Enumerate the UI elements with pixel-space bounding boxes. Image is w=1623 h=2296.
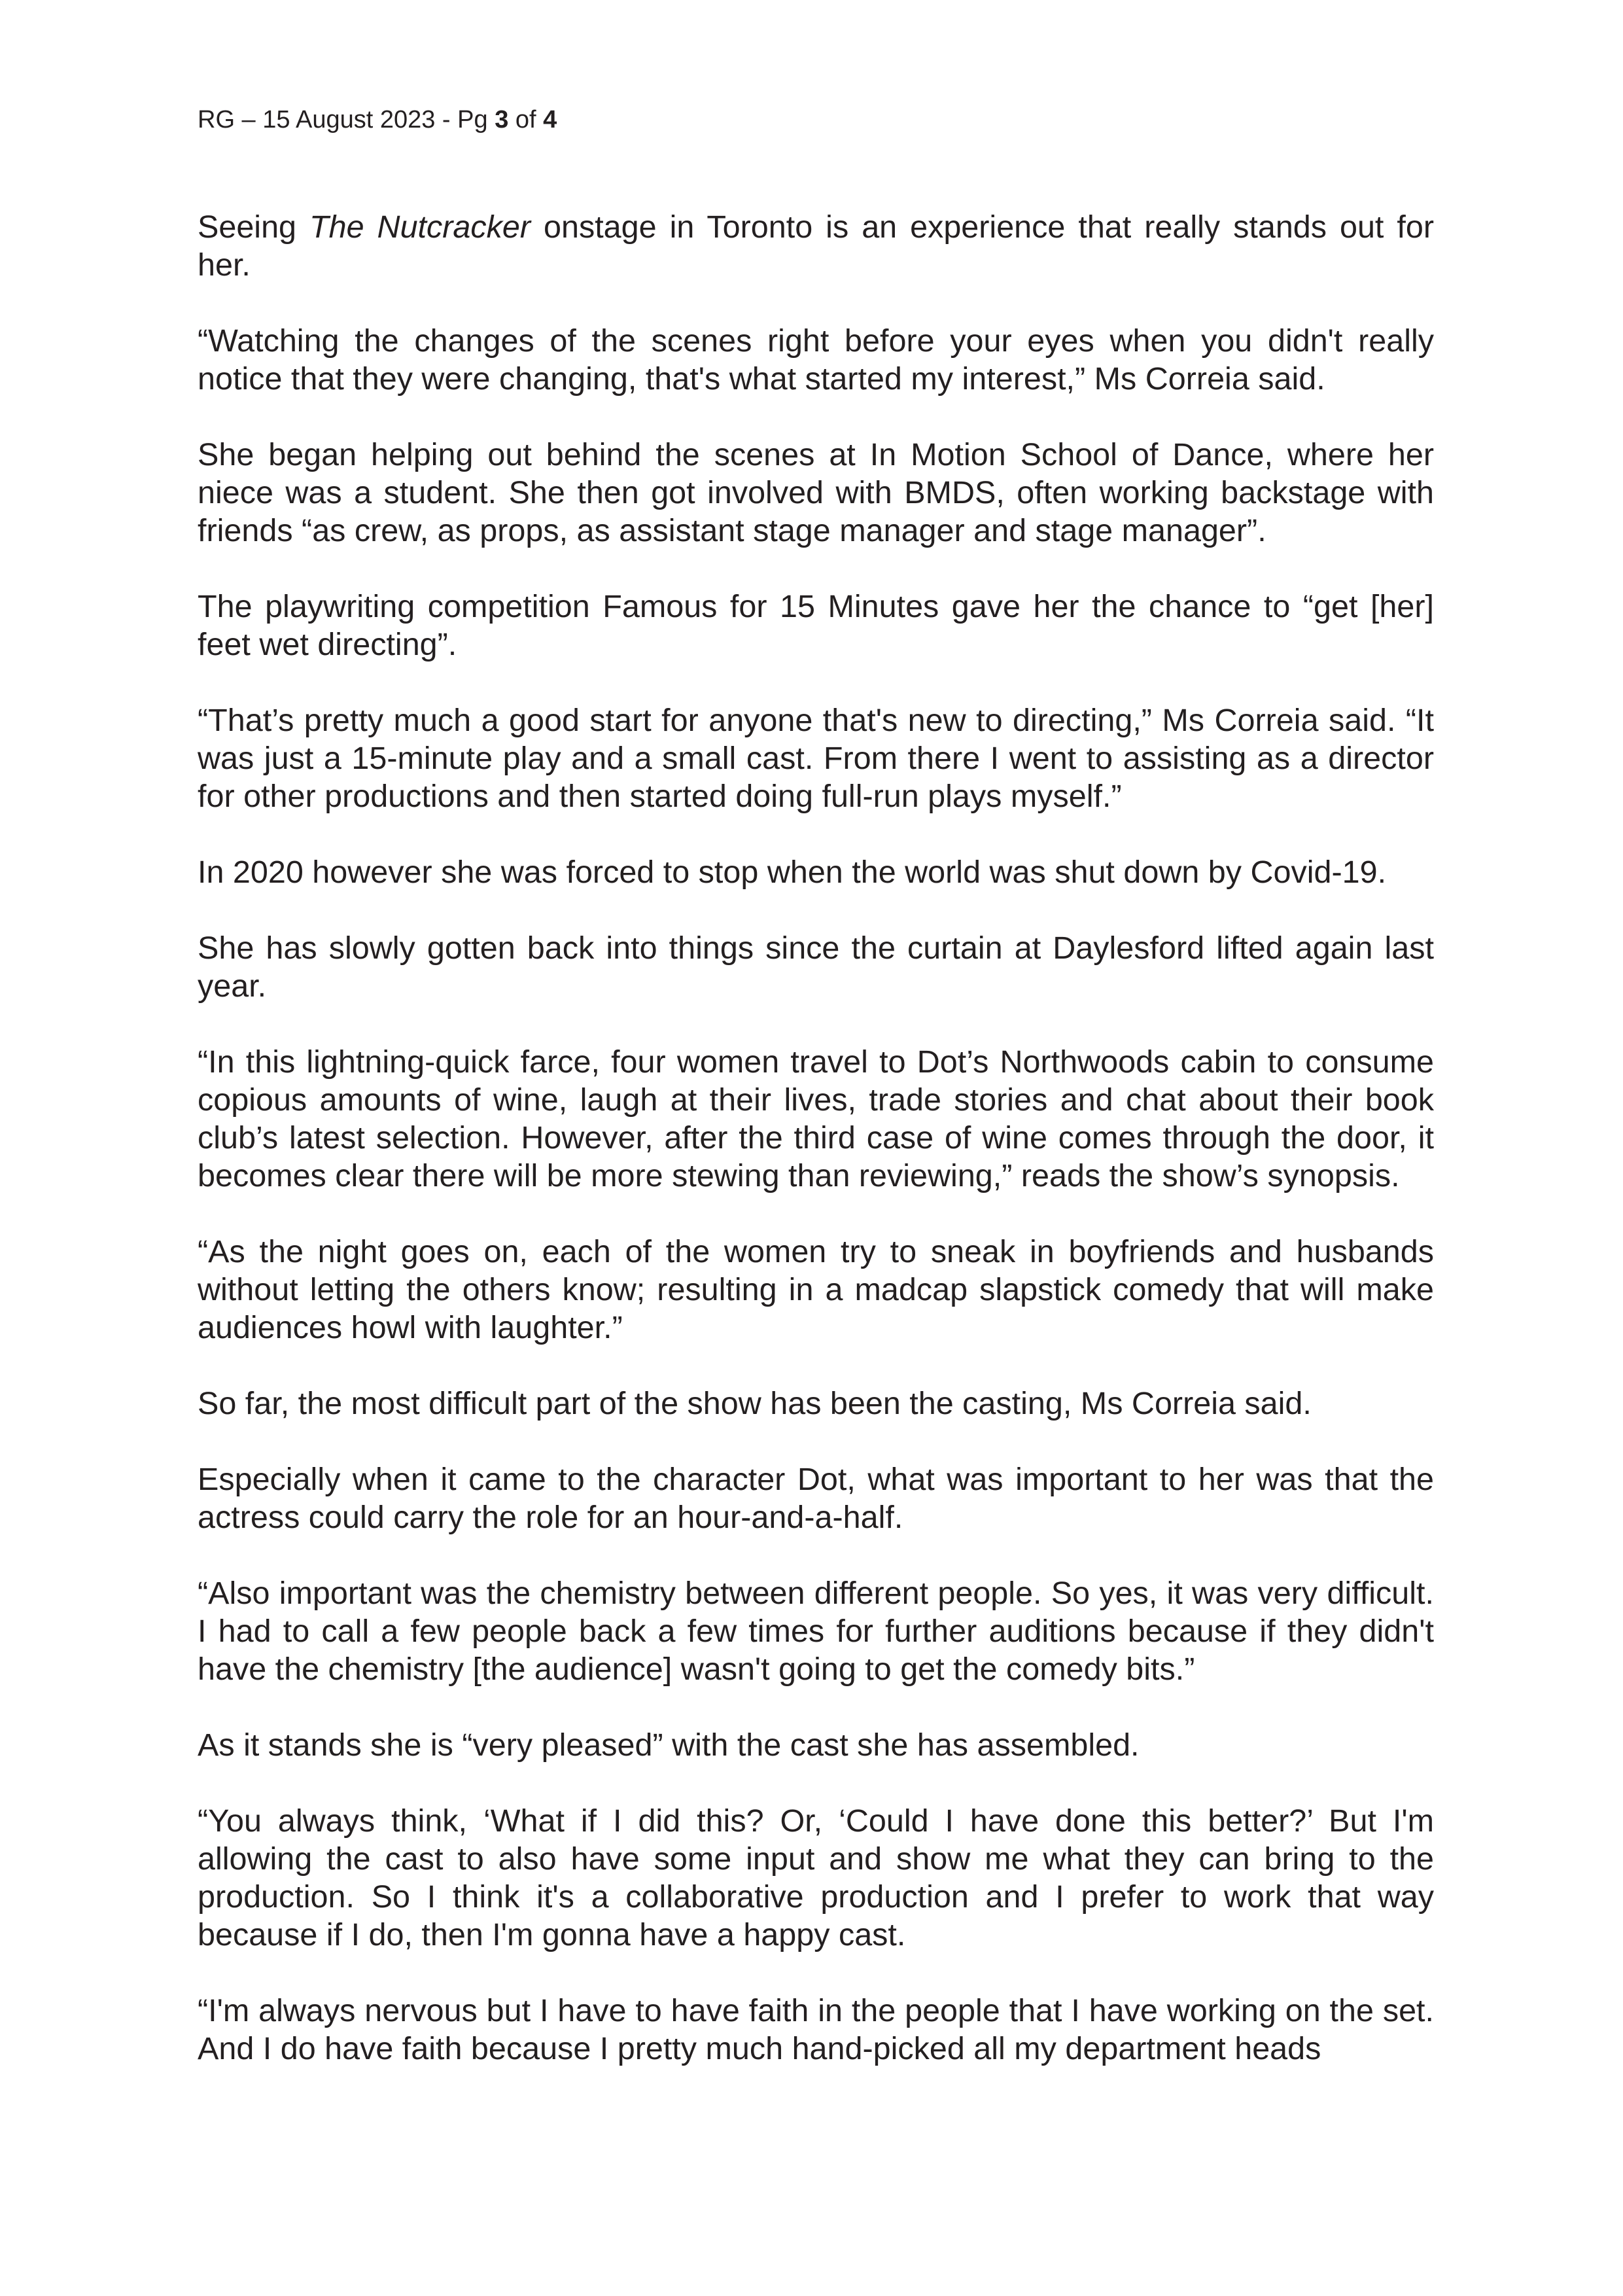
paragraph-3: She began helping out behind the scenes at In Motion School of Dance, where her niece was a student. She then got involved with BMDS, often working backstage with friends “as crew, as props, as assistant stage manager and stage manager”. bbox=[198, 437, 1434, 548]
header-page-of: of bbox=[508, 106, 544, 133]
paragraph-8: “In this lightning-quick farce, four women travel to Dot’s Northwoods cabin to consume copious amounts of wine, laugh at their lives, trade stories and chat about their book club’s latest selection. However, after the third case of wine comes through the door, it becomes clear there will be more stewing than reviewing,” reads the show’s synopsis. bbox=[198, 1044, 1434, 1193]
paragraph-4: The playwriting competition Famous for 15 Minutes gave her the chance to “get [her] feet wet directing”. bbox=[198, 589, 1434, 662]
paragraph-10: So far, the most difficult part of the show has been the casting, Ms Correia said. bbox=[198, 1386, 1312, 1421]
paragraph-1-title: The Nutcracker bbox=[309, 209, 531, 245]
paragraph-13: As it stands she is “very pleased” with the cast she has assembled. bbox=[198, 1727, 1140, 1763]
header-page-current: 3 bbox=[495, 106, 509, 133]
article-body bbox=[198, 208, 1434, 2068]
paragraph-11: Especially when it came to the character Dot, what was important to her was that the actress could carry the role for an hour-and-a-half. bbox=[198, 1462, 1434, 1535]
paragraph-15: “I'm always nervous but I have to have faith in the people that I have working on the set. And I do have faith because I pretty much hand-picked all my department heads bbox=[198, 1993, 1434, 2066]
paragraph-6: In 2020 however she was forced to stop when the world was shut down by Covid-19. bbox=[198, 855, 1387, 890]
paragraph-1-intro: Seeing bbox=[198, 209, 309, 245]
paragraph-9: “As the night goes on, each of the women try to sneak in boyfriends and husbands without letting the others know; resulting in a madcap slapstick comedy that will make audiences howl with laughter.” bbox=[198, 1234, 1434, 1345]
paragraph-5: “That’s pretty much a good start for anyone that's new to directing,” Ms Correia said. “It was just a 15-minute play and a small cast. From there I went to assisting as a director for other productions and then started doing full-run plays myself.” bbox=[198, 703, 1434, 814]
page-header bbox=[198, 105, 557, 135]
paragraph-7: She has slowly gotten back into things since the curtain at Daylesford lifted again last year. bbox=[198, 930, 1434, 1004]
header-date-label: RG – 15 August 2023 - Pg bbox=[198, 106, 495, 133]
paragraph-1 bbox=[198, 208, 1434, 284]
paragraph-12: “Also important was the chemistry between different people. So yes, it was very difficult. I had to call a few people back a few times for further auditions because if they didn't have the chemistry [the audience] wasn't going to get the comedy bits.” bbox=[198, 1576, 1434, 1687]
paragraph-14: “You always think, ‘What if I did this? Or, ‘Could I have done this better?’ But I'm allowing the cast to also have some input and show me what they can bring to the production. So I think it's a collaborative production and I prefer to work that way because if I do, then I'm gonna have a happy cast. bbox=[198, 1803, 1434, 1952]
paragraph-1-rest: onstage in Toronto is an experience that really stands out for her. bbox=[198, 209, 1434, 283]
header-page-total: 4 bbox=[543, 106, 557, 133]
paragraph-2: “Watching the changes of the scenes right before your eyes when you didn't really notice that they were changing, that's what started my interest,” Ms Correia said. bbox=[198, 323, 1434, 397]
